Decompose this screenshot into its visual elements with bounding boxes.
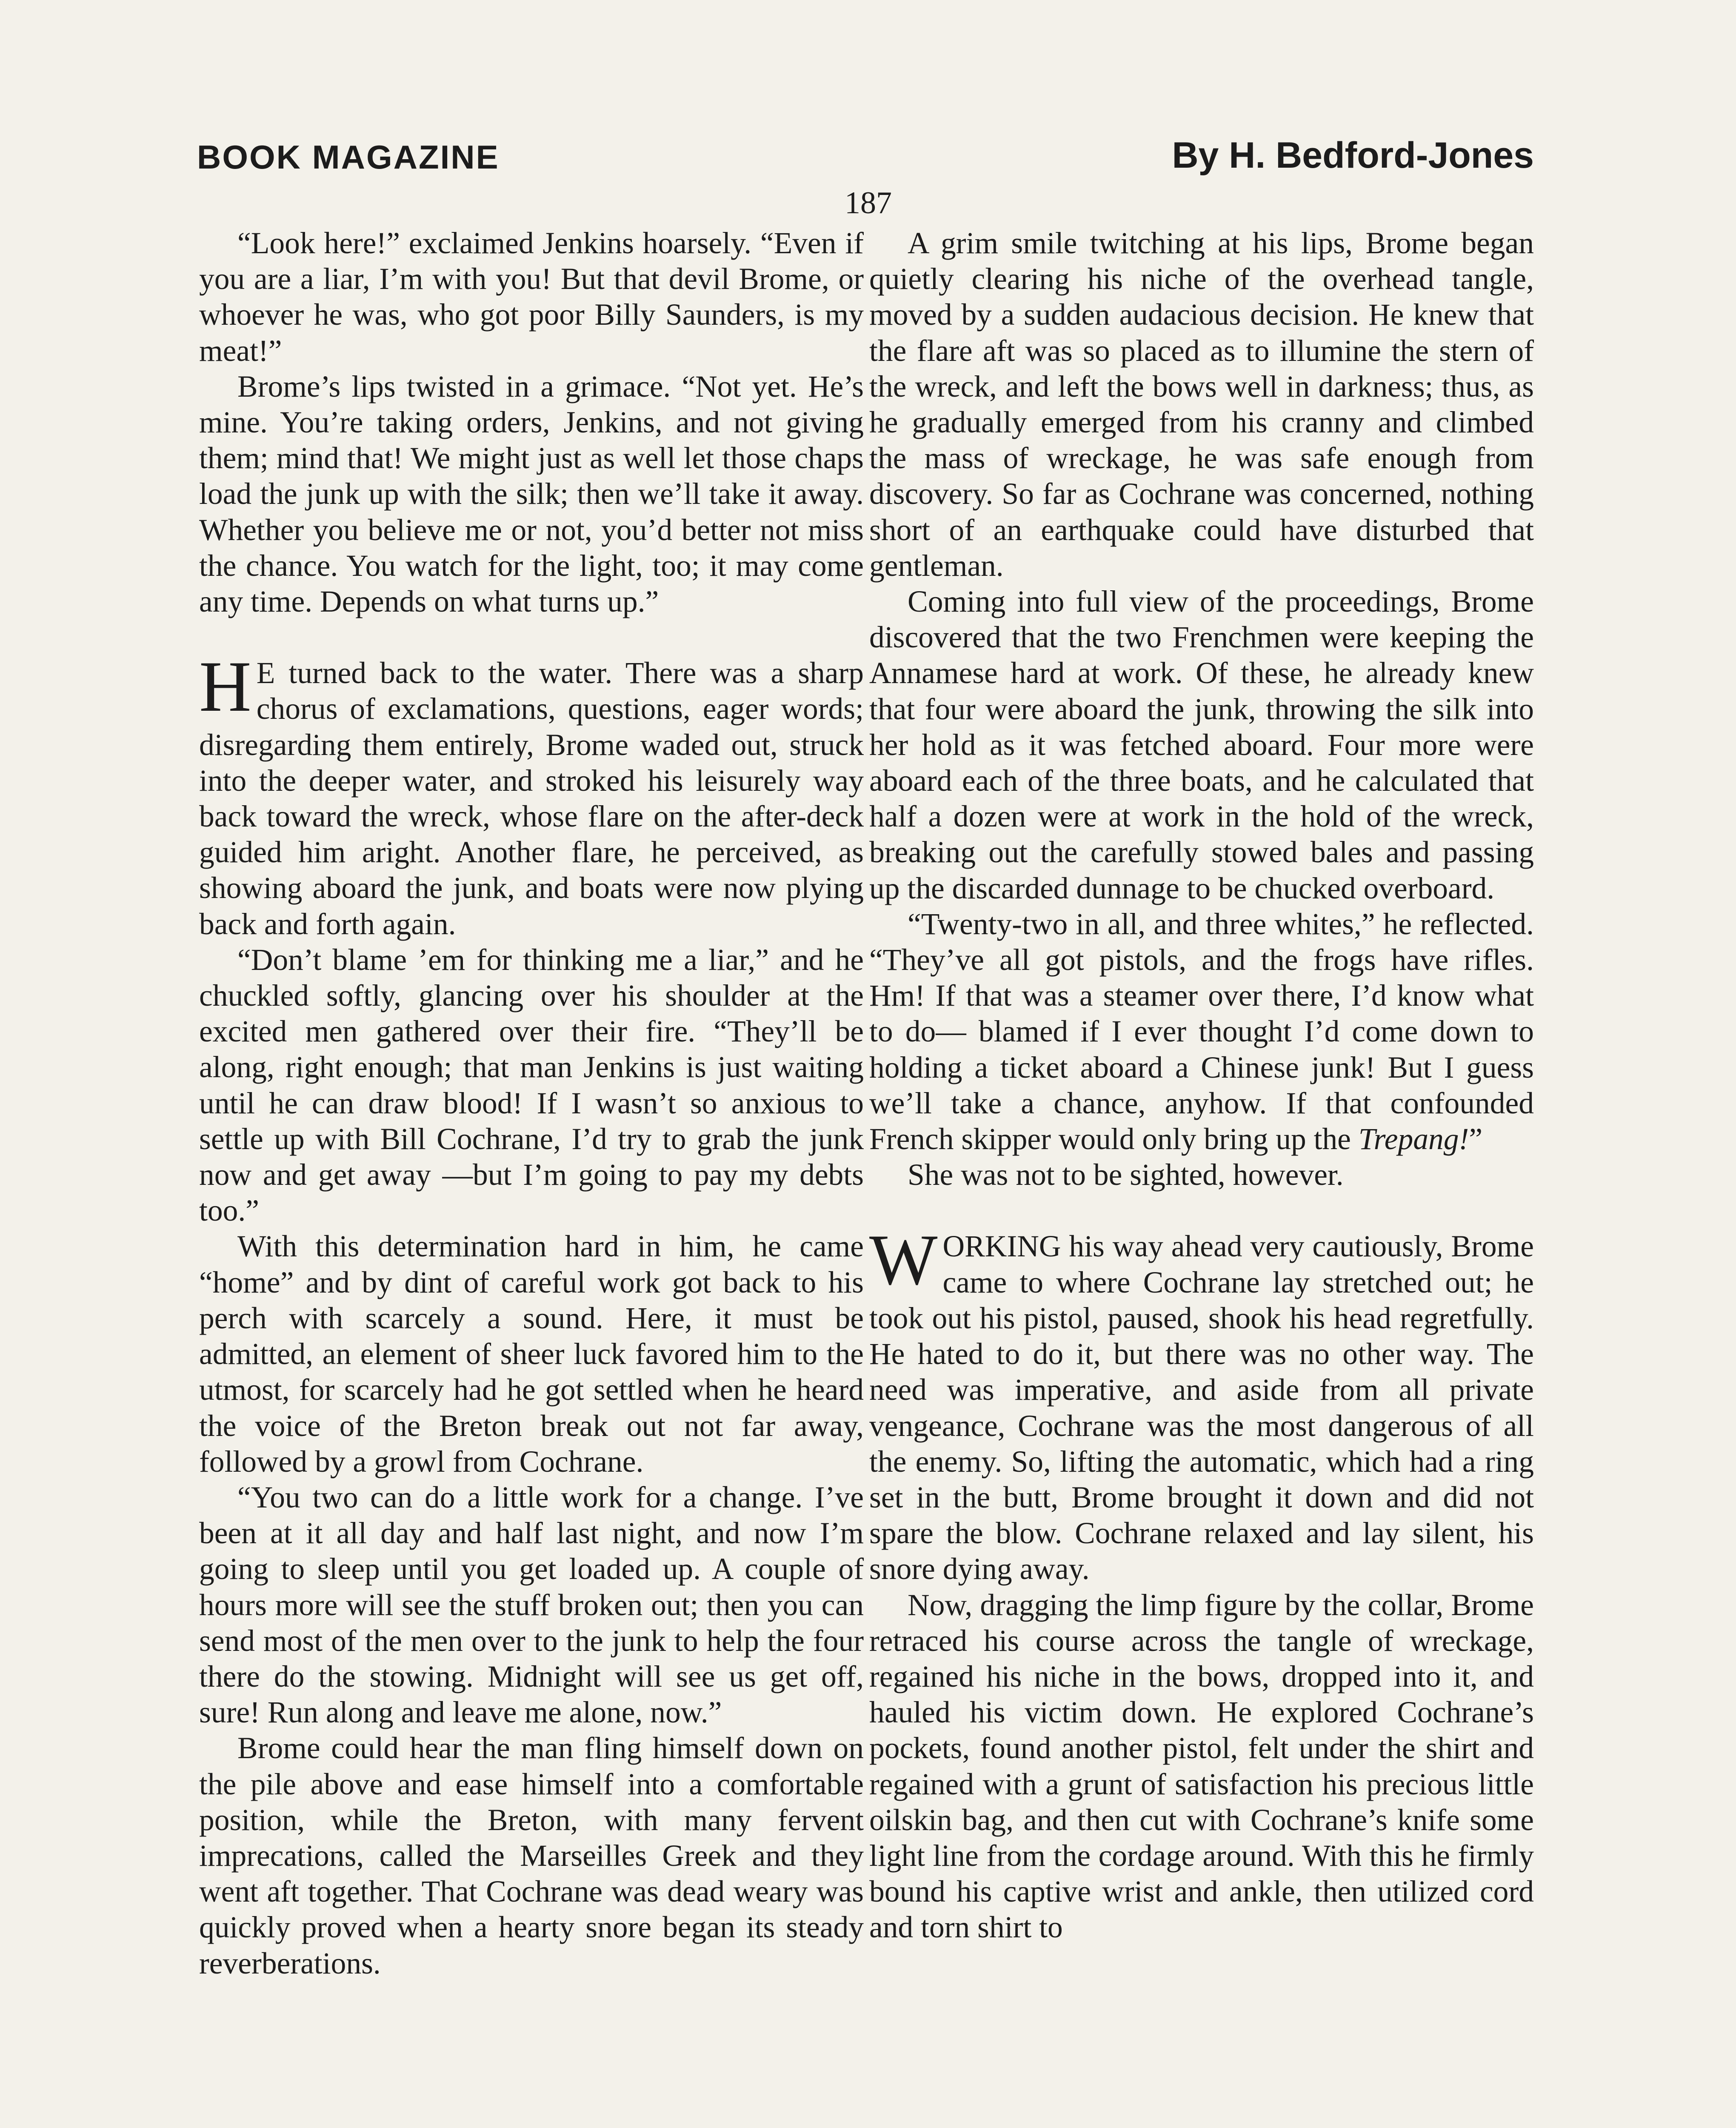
ship-name: Trepang! — [1358, 1122, 1469, 1156]
paragraph: A grim smile twitching at his lips, Brome began quietly clearing his niche of the overhead tangle, moved by a sudden audacious decision. He knew that the flare aft was so placed as to illumine the stern of the wreck, and left the bows well in darkness; thus, as he gradually emerged from his cranny and climbed the mass of wreckage, he was safe enough from discovery. So far as Cochrane was concerned, nothing short of an earthquake could have disturbed that gentleman. — [869, 226, 1534, 583]
paragraph-text: ORKING his way ahead very cautiously, Brome came to where Cochrane lay stretched out; he took out his pistol, paused, shook his head regretfully. He hated to do it, but there was no other way. The need was imperative, and aside from all private vengeance, Cochrane was the most dangerous of all the enemy. So, lifting the automatic, which had a ring set in the butt, Brome brought it down and did not spare the blow. Cochrane relaxed and lay silent, his snore dying away. — [869, 1230, 1534, 1586]
paragraph: Coming into full view of the proceedings, Brome discovered that the two Frenchmen were keeping the Annamese hard at work. Of these, he already knew that four were aboard the junk, throwing the silk into her hold as it was fetched aboard. Four more were aboard each of the three boats, and he calculated that half a dozen were at work in the hold of the wreck, breaking out the carefully stowed bales and passing up the discarded dunnage to be chucked overboard. — [869, 585, 1534, 905]
section-paragraph — [199, 646, 864, 942]
paragraph: With this determination hard in him, he came “home” and by dint of careful work got back to his perch with scarcely a sound. Here, it must be admitted, an element of sheer luck favored him to the utmost, for scarcely had he got settled when he heard the voice of the Breton break out not far away, followed by a growl from Cochrane. — [199, 1230, 864, 1479]
drop-cap: H — [199, 646, 251, 727]
left-column — [199, 226, 864, 1982]
paragraph-text: E turned back to the water. There was a sharp chorus of exclamations, questions, eager words; disregarding them entirely, Brome waded out, struck into the deeper water, and stroked his leisurely way back toward the wreck, whose flare on the after-deck guided him aright. Another flare, he perceived, as showing aboard the junk, and boats were now plying back and forth again. — [199, 656, 864, 941]
closing-quote: ” — [1469, 1122, 1483, 1156]
paragraph: Brome could hear the man fling himself down on the pile above and ease himself into a comfortable position, while the Breton, with many fervent imprecations, called the Marseilles Greek and they went aft together. That Cochrane was dead weary was quickly proved when a hearty snore began its steady reverberations. — [199, 1731, 864, 1980]
magazine-title: BOOK MAGAZINE — [197, 138, 500, 176]
drop-cap: W — [869, 1220, 938, 1300]
paragraph — [869, 907, 1534, 1157]
paragraph: Brome’s lips twisted in a grimace. “Not yet. He’s mine. You’re taking orders, Jenkins, and not giving them; mind that! We might just as well let those chaps load the junk up with the silk; then we’ll take it away. Whether you believe me or not, you’d better not miss the chance. You watch for the light, too; it may come any time. Depends on what turns up.” — [199, 369, 864, 619]
paragraph: “You two can do a little work for a change. I’ve been at it all day and half last night, and now I’m going to sleep until you get loaded up. A couple of hours more will see the stuff broken out; then you can send most of the men over to the junk to help the four there do the stowing. Midnight will see us get off, sure! Run along and leave me alone, now.” — [199, 1480, 864, 1730]
page-number: 187 — [845, 186, 892, 220]
section-paragraph — [869, 1220, 1534, 1587]
right-column — [869, 226, 1534, 1946]
paragraph: Now, dragging the limp figure by the collar, Brome retraced his course across the tangle of wreckage, regained his niche in the bows, dropped into it, and hauled his victim down. He explored Cochrane’s pockets, found another pistol, felt under the shirt and regained with a grunt of satisfaction his precious little oilskin bag, and then cut with Cochrane’s knife some light line from the cordage around. With this he firmly bound his captive wrist and ankle, then utilized cord and torn shirt to — [869, 1588, 1534, 1945]
paragraph: She was not to be sighted, however. — [908, 1158, 1344, 1192]
author-byline: By H. Bedford-Jones — [1172, 135, 1534, 176]
paragraph: “Look here!” exclaimed Jenkins hoarsely. “Even if you are a liar, I’m with you! But that devil Brome, or whoever he was, who got poor Billy Saunders, is my meat!” — [199, 226, 864, 368]
paragraph: “Don’t blame ’em for thinking me a liar,” and he chuckled softly, glancing over his shoulder at the excited men gathered over their fire. “They’ll be along, right enough; that man Jenkins is just waiting until he can draw blood! If I wasn’t so anxious to settle up with Bill Cochrane, I’d try to grab the junk now and get away —but I’m going to pay my debts too.” — [199, 943, 864, 1228]
paragraph-text: “Twenty-two in all, and three whites,” he reflected. “They’ve all got pistols, and the frogs have rifles. Hm! If that was a steamer over there, I’d know what to do— blamed if I ever thought I’d come down to holding a ticket aboard a Chinese junk! But I guess we’ll take a chance, anyhow. If that confounded French skipper would only bring up the — [869, 907, 1534, 1156]
